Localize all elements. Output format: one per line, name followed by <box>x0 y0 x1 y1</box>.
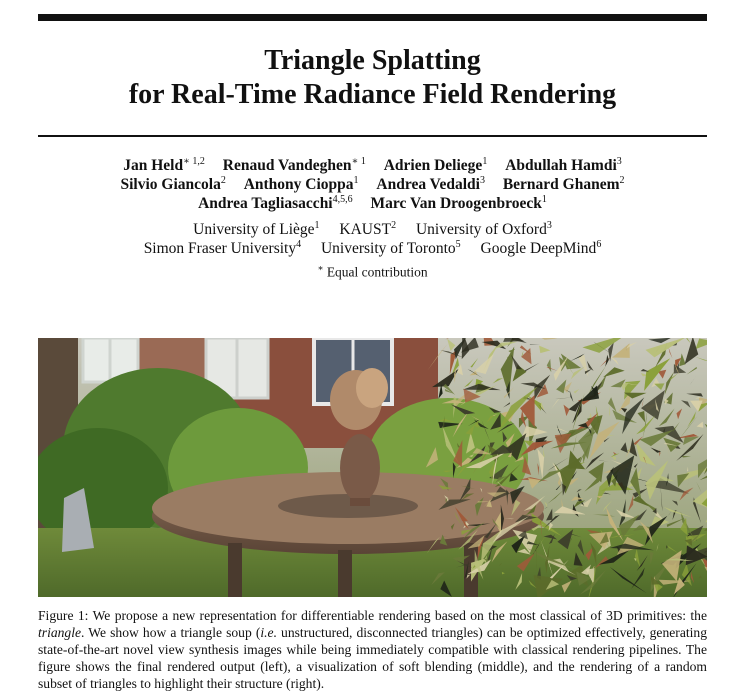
affiliation: University of Liège$^1$ <box>193 219 320 238</box>
affiliation: University of Toronto$^5$ <box>320 238 461 257</box>
paper-title <box>38 44 707 112</box>
author: Anthony Cioppa$^1$ <box>243 174 359 193</box>
author: Adrien Deliege$^1$ <box>383 155 488 174</box>
author: Marc Van Droogenbroeck$^1$ <box>370 193 547 212</box>
affiliation: KAUST$^2$ <box>339 219 397 238</box>
author-row <box>38 175 707 194</box>
affiliation-row <box>38 220 707 239</box>
author-row <box>38 156 707 175</box>
affiliation: Simon Fraser University$^4$ <box>143 238 302 257</box>
affiliation-row <box>38 239 707 258</box>
title-rule <box>38 135 707 137</box>
teaser-figure <box>38 338 707 597</box>
author: Andrea Tagliasacchi$^{4,5,6}$ <box>198 193 353 212</box>
title-line-1: Triangle Splatting <box>264 45 481 76</box>
equal-contribution-note: ∗ Equal contribution <box>317 263 428 280</box>
affiliation-list <box>38 220 707 258</box>
author: Silvio Giancola$^2$ <box>120 174 226 193</box>
author: Andrea Vedaldi$^3$ <box>376 174 485 193</box>
author-row <box>38 194 707 213</box>
author: Renaud Vandeghen$^{∗ 1}$ <box>222 155 366 174</box>
affiliation: Google DeepMind$^6$ <box>480 238 602 257</box>
author-list <box>38 156 707 213</box>
affiliation: University of Oxford$^3$ <box>415 219 552 238</box>
top-rule <box>38 14 707 21</box>
figure-caption: Figure 1: We propose a new representation for differentiable rendering based on the most classical of 3D primitives: the triangle. We show how a triangle soup (i.e. unstructured, disconnected triangles) can be optimized effectively, generating state-of-the-art novel view synthesis images while being immediately compatible with classical rendering pipelines. The figure shows the final rendered output (left), a visualization of soft blending (middle), and the rendering of a random subset of triangles to highlight their structure (right). <box>38 608 707 691</box>
title-line-2: for Real-Time Radiance Field Rendering <box>128 79 617 110</box>
author: Jan Held$^{∗ 1,2}$ <box>123 155 205 174</box>
author: Bernard Ghanem$^2$ <box>502 174 625 193</box>
author: Abdullah Hamdi$^3$ <box>505 155 622 174</box>
